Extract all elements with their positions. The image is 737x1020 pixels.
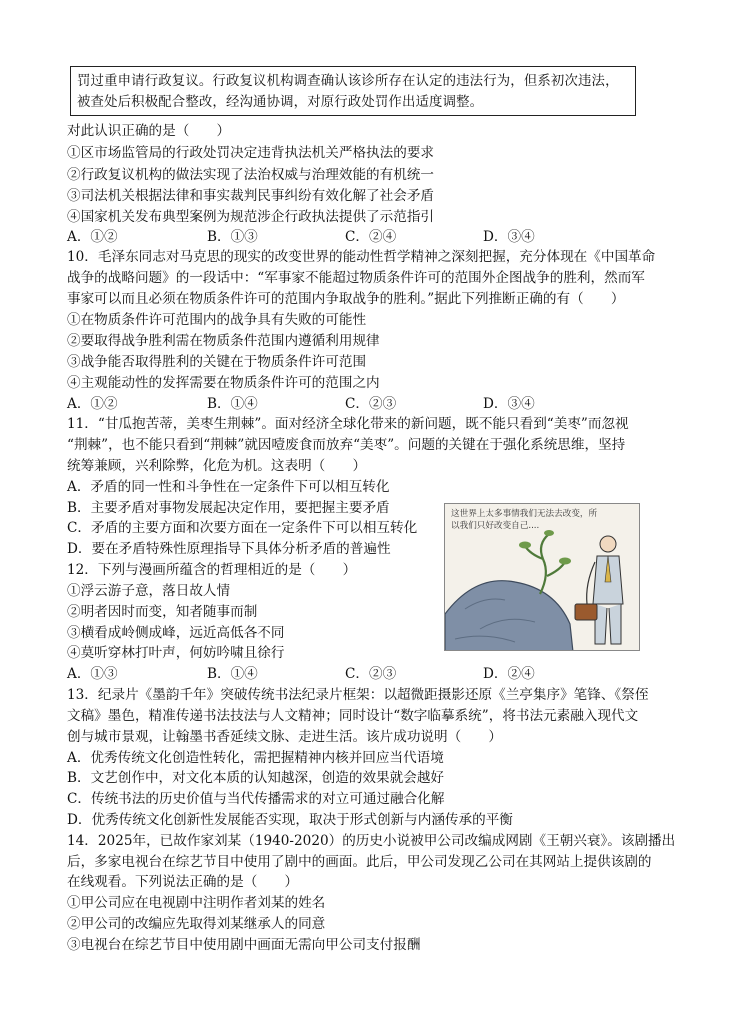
q11-option-b: B．主要矛盾对事物发展起决定作用，要把握主要矛盾 <box>67 500 390 516</box>
q9-stem: 对此认识正确的是（ ） <box>67 123 231 139</box>
q10-option-a: A．①② <box>67 396 118 412</box>
q10-option-c: C．②③ <box>345 396 397 412</box>
q10-statement-1: ①在物质条件许可范围内的战争具有失败的可能性 <box>67 312 367 328</box>
q12-statement-1: ①浮云游子意，落日故人情 <box>67 583 231 599</box>
material-line-2: 被查处后积极配合整改，经沟通协调，对原行政处罚作出适度调整。 <box>77 95 484 110</box>
q9-option-c: C．②④ <box>345 229 397 245</box>
q13-line-1: 13．纪录片《墨韵千年》突破传统书法纪录片框架：以超微距摄影还原《兰亭集序》笔锋、《祭侄 <box>67 687 649 703</box>
q10-line-2: 战争的战略问题》的一段话中：“军事家不能超过物质条件许可的范围外企图战争的胜利，然而军 <box>67 270 645 286</box>
vine-leaf <box>544 530 554 536</box>
material-line-1: 罚过重申请行政复议。行政复议机构调查确认该诊所存在认定的违法行为，但系初次违法， <box>77 74 619 89</box>
cartoon-caption-line-1: 这世界上太多事情我们无法去改变，所 <box>451 509 598 519</box>
q10-statement-3: ③战争能否取得胜利的关键在于物质条件许可范围 <box>67 354 367 370</box>
q9-statement-2: ②行政复议机构的做法实现了法治权威与治理效能的有机统一 <box>67 167 435 183</box>
person-legs <box>595 604 621 644</box>
q10-line-1: 10．毛泽东同志对马克思的现实的改变世界的能动性哲学精神之深刻把握，充分体现在《中国革命 <box>67 249 656 265</box>
q11-line-3: 统筹兼顾，兴利除弊，化危为机。这表明（ ） <box>67 458 367 474</box>
q12-option-a: A．①③ <box>67 666 118 682</box>
q13-option-b: B．文艺创作中，对文化本质的认知越深，创造的效果就会越好 <box>67 770 445 786</box>
person-head <box>600 536 616 552</box>
q9-statement-4: ④国家机关发布典型案例为规范涉企行政执法提供了示范指引 <box>67 209 435 225</box>
q9-statement-3: ③司法机关根据法律和事实裁判民事纠纷有效化解了社会矛盾 <box>67 188 435 204</box>
q12-option-d: D．②④ <box>483 666 535 682</box>
q12-stem: 12．下列与漫画所蕴含的哲理相近的是（ ） <box>67 562 357 578</box>
q12-statement-4: ④莫听穿林打叶声，何妨吟啸且徐行 <box>67 645 285 661</box>
q10-statement-2: ②要取得战争胜利需在物质条件范围内遵循利用规律 <box>67 333 380 349</box>
q14-statement-1: ①甲公司应在电视剧中注明作者刘某的姓名 <box>67 895 326 911</box>
q11-option-c: C．矛盾的主要方面和次要方面在一定条件下可以相互转化 <box>67 520 418 536</box>
q9-option-a: A．①② <box>67 229 118 245</box>
q14-line-3: 在线观看。下列说法正确的是（ ） <box>67 874 299 890</box>
q14-line-2: 后，多家电视台在综艺节目中使用了剧中的画面。此后，甲公司发现乙公司在其网站上提供该剧的 <box>67 854 652 870</box>
q12-option-b: B．①④ <box>207 666 258 682</box>
cartoon-illustration <box>444 503 640 651</box>
q13-line-2: 文稿》墨色，精准传递书法技法与人文精神；同时设计“数字临摹系统”，将书法元素融入现代文 <box>67 708 639 724</box>
q9-statement-1: ①区市场监管局的行政处罚决定违背执法机关严格执法的要求 <box>67 145 435 161</box>
q12-statement-3: ③横看成岭侧成峰，远近高低各不同 <box>67 625 285 641</box>
q13-option-c: C．传统书法的历史价值与当代传播需求的对立可通过融合化解 <box>67 791 445 807</box>
q10-option-d: D．③④ <box>483 396 535 412</box>
q13-option-a: A．优秀传统文化创造性转化，需把握精神内核并回应当代语境 <box>67 750 444 766</box>
q12-statement-2: ②明者因时而变，知者随事而制 <box>67 604 258 620</box>
q11-line-2: “荆棘”，也不能只看到“荆棘”就因噎废食而放弃“美枣”。问题的关键在于强化系统思维，坚持 <box>67 437 626 453</box>
q12-option-c: C．②③ <box>345 666 397 682</box>
cartoon-drawing <box>445 504 640 651</box>
q14-statement-3: ③电视台在综艺节目中使用剧中画面无需向甲公司支付报酬 <box>67 937 421 953</box>
q10-option-b: B．①④ <box>207 396 258 412</box>
q11-option-d: D．要在矛盾特殊性原理指导下具体分析矛盾的普遍性 <box>67 541 391 557</box>
material-box <box>70 66 636 116</box>
q13-option-d: D．优秀传统文化创新性发展能否实现，取决于形式创新与内涵传承的平衡 <box>67 812 513 828</box>
cartoon-caption-line-2: 以我们只好改变自己.... <box>451 521 540 531</box>
q9-option-b: B．①③ <box>207 229 258 245</box>
q9-option-d: D．③④ <box>483 229 535 245</box>
q11-line-1: 11．“甘瓜抱苦蒂，美枣生荆棘”。面对经济全球化带来的新问题，既不能只看到“美枣”而忽视 <box>67 416 629 432</box>
q13-line-3: 创与城市景观，让翰墨书香延续文脉、走进生活。该片成功说明（ ） <box>67 729 502 745</box>
q14-line-1: 14．2025年，已故作家刘某（1940-2020）的历史小说被甲公司改编成网剧《王朝兴衰》。该剧播出 <box>67 833 676 849</box>
q11-option-a: A．矛盾的同一性和斗争性在一定条件下可以相互转化 <box>67 479 390 495</box>
vine-leaf <box>519 542 531 549</box>
briefcase <box>575 604 597 620</box>
vine-stem <box>525 534 565 594</box>
q10-statement-4: ④主观能动性的发挥需要在物质条件许可的范围之内 <box>67 375 380 391</box>
q14-statement-2: ②甲公司的改编应先取得刘某继承人的同意 <box>67 916 326 932</box>
vine-leaf <box>559 558 571 565</box>
q10-line-3: 事家可以而且必须在物质条件许可的范围内争取战争的胜利。”据此下列推断正确的有（ ） <box>67 291 625 307</box>
